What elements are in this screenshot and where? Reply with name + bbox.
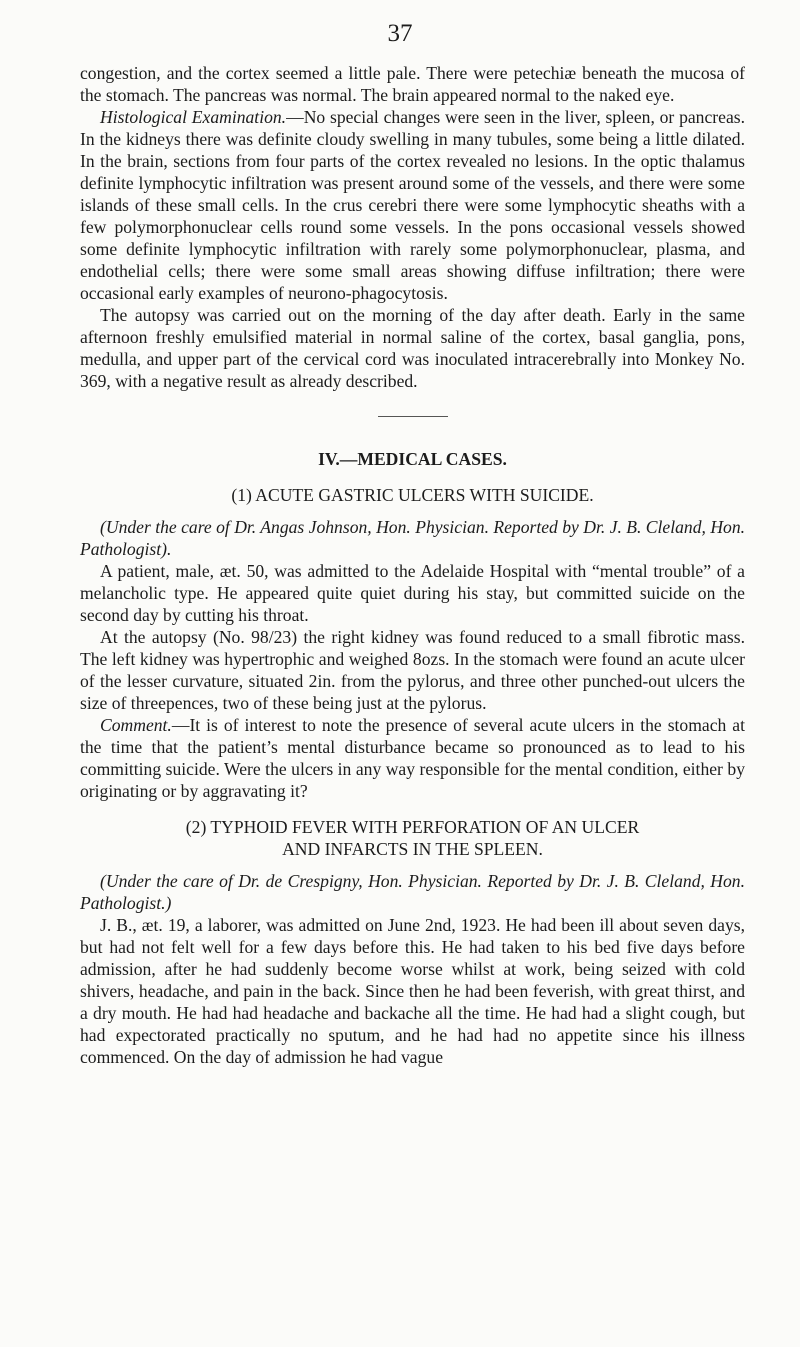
text-column (80, 62, 745, 1068)
case1-comment (80, 714, 745, 802)
comment-text: —It is of interest to note the presence of several acute ulcers in the stomach at the time that the patient’s mental disturbance became so pronounced as to lead to his committing suicide. Were the ulcers in any way responsible for the mental condition, either by originating or by aggravating it? (80, 715, 745, 801)
histology-text: —No special changes were seen in the liver, spleen, or pancreas. In the kidneys there was definite cloudy swelling in many tubules, some being a little dilated. In the brain, sections from four parts of the cortex revealed no lesions. In the optic thalamus definite lymphocytic infiltration was present around some of the vessels, and there were some islands of these small cells. In the crus cerebri there were some lymphocytic sheaths with a few polymorphonuclear cells round some vessels. In the pons occasional vessels showed some definite lymphocytic infiltration with rarely some polymorphonuclear, plasma, and endothelial cells; there were some small areas showing diffuse infiltration; there were occasional early examples of neurono-phagocytosis. (80, 107, 745, 303)
case1-care: (Under the care of Dr. Angas Johnson, Hon. Physician. Reported by Dr. J. B. Cleland, Hon. Pathologist). (80, 517, 746, 559)
paragraph-autopsy: The autopsy was carried out on the morning of the day after death. Early in the same afternoon freshly emulsified material in normal saline of the cortex, basal ganglia, pons, medulla, and upper part of the cervical cord was inoculated intracerebrally into Monkey No. 369, with a negative result as already described. (80, 305, 745, 391)
histology-label: Histological Examination. (100, 107, 287, 127)
case2-care: (Under the care of Dr. de Crespigny, Hon. Physician. Reported by Dr. J. B. Cleland, Hon. Pathologist.) (80, 871, 745, 913)
paragraph-histology (80, 106, 745, 304)
case1-title: (1) ACUTE GASTRIC ULCERS WITH SUICIDE. (231, 485, 594, 505)
case2-paragraph-1: J. B., æt. 19, a laborer, was admitted on June 2nd, 1923. He had been ill about seven days, but had not felt well for a few days before this. He had taken to his bed five days before admission, after he had suddenly become worse whilst at work, being seized with cold shivers, headache, and pain in the back. Since then he had been feverish, with great thirst, and a dry mouth. He had had headache and backache all the time. He had had a slight cough, but had expectorated practically no sputum, and he had had no appetite since his illness commenced. On the day of admission he had vague (80, 915, 745, 1067)
section-heading: IV.—MEDICAL CASES. (318, 449, 507, 469)
case2-title-line-2: AND INFARCTS IN THE SPLEEN. (282, 839, 543, 859)
paragraph-continuation: congestion, and the cortex seemed a little pale. There were petechiæ beneath the mucosa of the stomach. The pancreas was normal. The brain appeared normal to the naked eye. (80, 63, 745, 105)
separator-rule (80, 408, 745, 418)
case1-paragraph-2: At the autopsy (No. 98/23) the right kidney was found reduced to a small fibrotic mass. The left kidney was hypertrophic and weighed 8ozs. In the stomach were found an acute ulcer of the lesser curvature, situated 2in. from the pylorus, and three other punched-out ulcers the size of threepences, two of these being just at the pylorus. (80, 627, 745, 713)
page-number: 37 (387, 20, 413, 47)
case2-title-line-1: (2) TYPHOID FEVER WITH PERFORATION OF AN ULCER (185, 817, 640, 837)
case1-paragraph-1: A patient, male, æt. 50, was admitted to the Adelaide Hospital with “mental trouble” of a melancholic type. He appeared quite quiet during his stay, but committed suicide on the second day by cutting his throat. (80, 561, 745, 625)
comment-label: Comment. (100, 715, 172, 735)
